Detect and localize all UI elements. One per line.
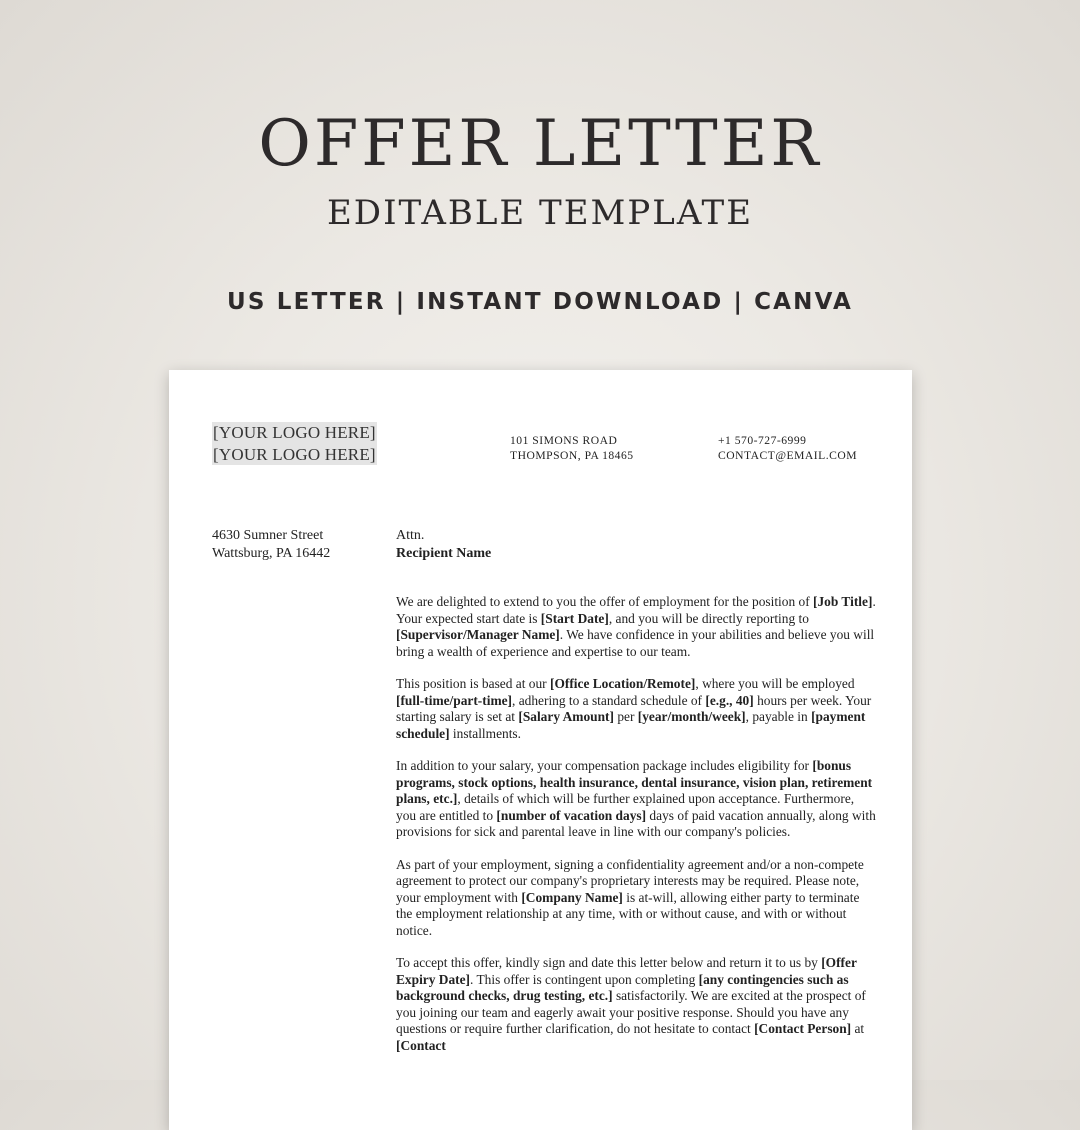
feature-tagline [0,288,1080,318]
sender-address-line: Wattsburg, PA 16442 [212,546,331,561]
sender-address-line: 4630 Sumner Street [212,528,324,543]
letter-paragraph: We are delighted to extend to you the offer of employment for the position of [Job Title]. Your expected start date is [Start Date], and you will be directly reporting to [Supervisor/Manager Name]. We have confidence in your abilities and believe you will bring a wealth of experience and expertise to our team. [396,594,876,659]
letter-paragraph: In addition to your salary, your compensation package includes eligibility for [bonus programs, stock options, health insurance, dental insurance, vision plan, retirement plans, etc.], details of which will be further explained upon acceptance. Furthermore, you are entitled to [number of vacation days] days of paid vacation annually, along with provisions for sick and parental leave in line with our company's policies. [396,758,876,839]
attention-block [396,527,491,563]
company-address [510,433,634,463]
letter-paragraph: This position is based at our [Office Location/Remote], where you will be employed [full-time/part-time], adhering to a standard schedule of [e.g., 40] hours per week. Your starting salary is set at [Salary Amount] per [year/month/week], payable in [payment schedule] installments. [396,676,872,741]
company-email: CONTACT@EMAIL.COM [718,449,858,462]
letter-paragraph: To accept this offer, kindly sign and date this letter below and return it to us by [Offer Expiry Date]. This offer is contingent upon completing [any contingencies such as background checks, drug testing, etc.] satisfactorily. We are excited at the prospect of you joining our team and eagerly await your positive response. Should you have any questions or require further clarification, do not hesitate to contact [Contact Person] at [Contact [396,955,866,1053]
tagline-separator: | [395,289,407,315]
tagline-us-letter: US LETTER [226,289,386,315]
attn-label: Attn. [396,528,425,543]
tagline-canva: CANVA [754,289,854,315]
logo-placeholder [212,422,377,465]
recipient-name: Recipient Name [396,546,492,561]
page-subtitle: EDITABLE TEMPLATE [326,193,754,233]
letter-document [169,370,912,1130]
letter-paragraph: As part of your employment, signing a confidentiality agreement and/or a non-compete agreement to protect our company's proprietary interests may be required. Please note, your employment with [Company Name] is at-will, allowing either party to terminate the employment relationship at any time, with or without cause, and with or without notice. [396,856,864,938]
tagline-instant-download: INSTANT DOWNLOAD [416,289,724,315]
letter-body [396,594,876,1070]
company-address-line: 101 SIMONS ROAD [510,434,618,447]
company-phone: +1 570-727-6999 [718,434,807,447]
logo-line: [YOUR LOGO HERE] [213,423,376,442]
company-address-line: THOMPSON, PA 18465 [510,449,634,462]
tagline-separator: | [733,289,745,315]
company-contact [718,433,857,463]
sender-address [212,527,330,563]
page-title: OFFER LETTER [258,107,822,181]
logo-line: [YOUR LOGO HERE] [213,444,376,464]
